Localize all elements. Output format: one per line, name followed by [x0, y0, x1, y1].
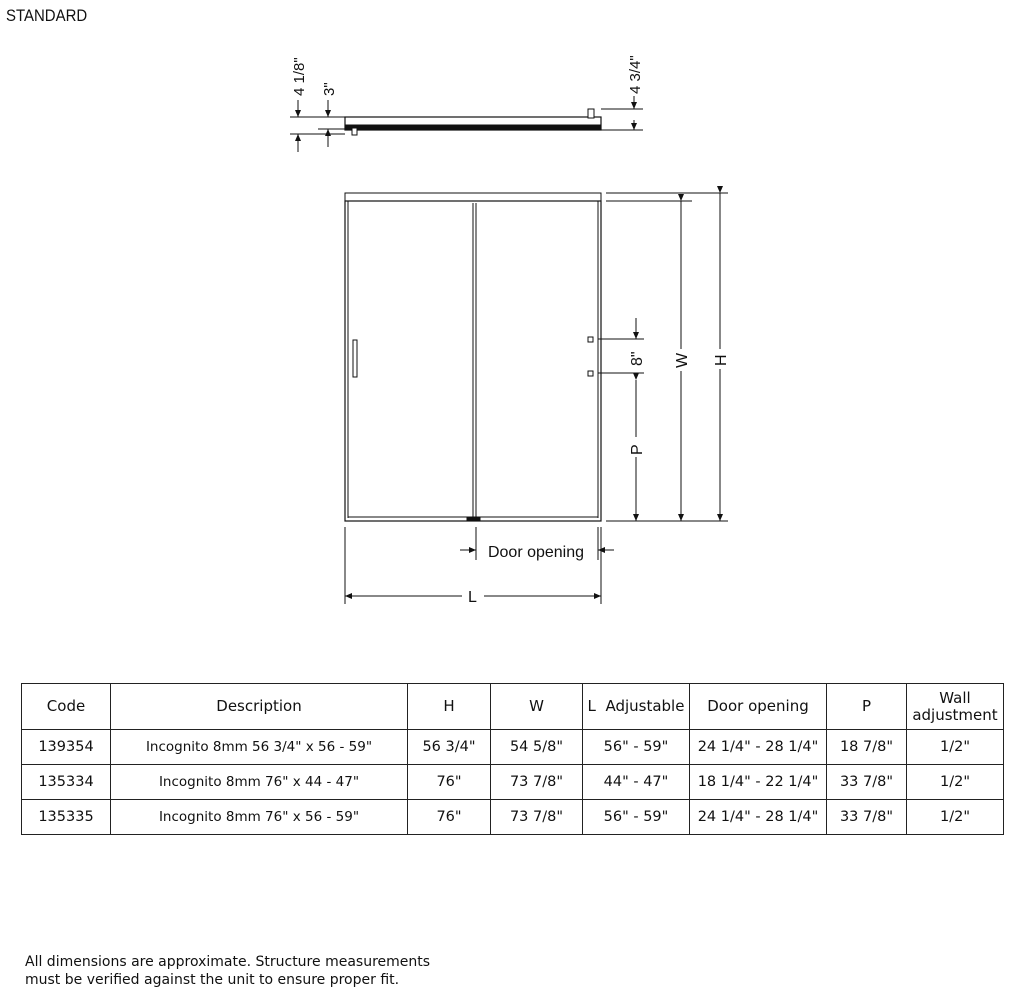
cell-p: 33 7/8" [827, 765, 907, 800]
table-header-row [22, 684, 1004, 730]
header-rail [345, 193, 601, 201]
disclaimer-line1: All dimensions are approximate. Structure measurements [25, 954, 431, 970]
cell-p: 18 7/8" [827, 730, 907, 765]
p-dim-label: P [629, 444, 646, 455]
cell-door-opening: 24 1/4" - 28 1/4" [690, 730, 827, 765]
cell-h: 56 3/4" [408, 730, 491, 765]
h-dim-label: H [713, 354, 730, 366]
door-handle [353, 340, 357, 377]
col-header-l-adjustable: L Adjustable [583, 684, 690, 730]
disclaimer-line2: must be verified against the unit to ensure proper fit. [25, 972, 400, 988]
cell-code: 135334 [22, 765, 111, 800]
hinge-top [588, 337, 593, 342]
col-header-door-opening: Door opening [690, 684, 827, 730]
cell-w: 54 5/8" [491, 730, 583, 765]
col-header-wall-adjustment [907, 684, 1004, 730]
col-header-description: Description [111, 684, 408, 730]
cell-l-adjustable: 56" - 59" [583, 800, 690, 835]
top-dim-right: 4 3/4" [627, 55, 644, 94]
door-opening-label: Door opening [488, 544, 584, 561]
cell-door-opening: 24 1/4" - 28 1/4" [690, 800, 827, 835]
page-title: STANDARD [6, 6, 88, 25]
top-view [290, 96, 643, 152]
cell-description: Incognito 8mm 76" x 56 - 59" [111, 800, 408, 835]
cell-wall-adjustment: 1/2" [907, 800, 1004, 835]
col-header-code: Code [22, 684, 111, 730]
table-row [22, 765, 1004, 800]
col-header-h: H [408, 684, 491, 730]
top-dim-left-outer: 4 1/8" [291, 57, 308, 96]
hinge-spacing-label: 8" [629, 351, 646, 366]
cell-w: 73 7/8" [491, 800, 583, 835]
cell-h: 76" [408, 765, 491, 800]
cell-description: Incognito 8mm 76" x 44 - 47" [111, 765, 408, 800]
disclaimer-note [25, 953, 430, 989]
cell-wall-adjustment: 1/2" [907, 730, 1004, 765]
cell-p: 33 7/8" [827, 800, 907, 835]
cell-door-opening: 18 1/4" - 22 1/4" [690, 765, 827, 800]
table-row [22, 730, 1004, 765]
spec-table [21, 683, 1004, 835]
cell-l-adjustable: 44" - 47" [583, 765, 690, 800]
col-header-p: P [827, 684, 907, 730]
cell-code: 135335 [22, 800, 111, 835]
table-row [22, 800, 1004, 835]
l-dim-label: L [468, 589, 477, 606]
wall-header-line2: adjustment [912, 705, 998, 724]
front-view [345, 193, 728, 604]
cell-description: Incognito 8mm 56 3/4" x 56 - 59" [111, 730, 408, 765]
wall-header-line1: Wall [939, 688, 971, 707]
cell-w: 73 7/8" [491, 765, 583, 800]
cell-h: 76" [408, 800, 491, 835]
top-dim-left-inner: 3" [321, 82, 338, 96]
cell-l-adjustable: 56" - 59" [583, 730, 690, 765]
col-header-w: W [491, 684, 583, 730]
cell-code: 139354 [22, 730, 111, 765]
cell-wall-adjustment: 1/2" [907, 765, 1004, 800]
hinge-bottom [588, 371, 593, 376]
w-dim-label: W [674, 352, 691, 368]
